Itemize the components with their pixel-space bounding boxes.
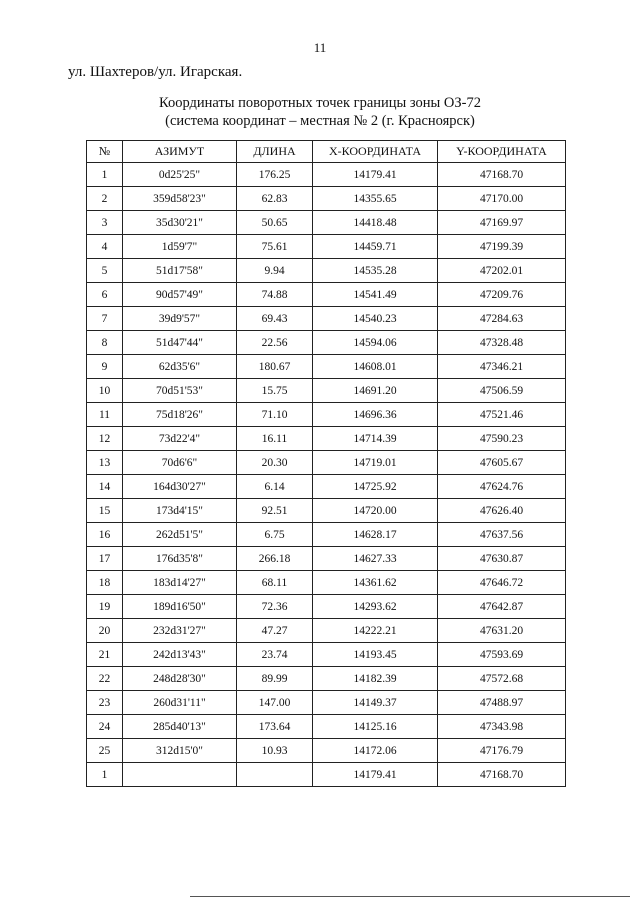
azimuth-cell: 260d31'11": [123, 691, 237, 715]
point-number-cell: 9: [87, 355, 123, 379]
azimuth-cell: 262d51'5": [123, 523, 237, 547]
table-row: [87, 235, 566, 259]
point-number-cell: 3: [87, 211, 123, 235]
point-number-cell: 13: [87, 451, 123, 475]
y-coordinate-cell: 47202.01: [438, 259, 566, 283]
point-number-cell: 1: [87, 163, 123, 187]
length-cell: 147.00: [237, 691, 313, 715]
y-coordinate-cell: 47343.98: [438, 715, 566, 739]
point-number-cell: 23: [87, 691, 123, 715]
table-row: [87, 163, 566, 187]
x-coordinate-cell: 14594.06: [313, 331, 438, 355]
table-row: [87, 595, 566, 619]
length-cell: 22.56: [237, 331, 313, 355]
y-coordinate-cell: 47637.56: [438, 523, 566, 547]
azimuth-cell: 359d58'23": [123, 187, 237, 211]
y-coordinate-cell: 47209.76: [438, 283, 566, 307]
length-cell: 47.27: [237, 619, 313, 643]
street-heading: ул. Шахтеров/ул. Игарская.: [68, 64, 243, 80]
table-row: [87, 691, 566, 715]
azimuth-cell: 73d22'4": [123, 427, 237, 451]
length-cell: 266.18: [237, 547, 313, 571]
x-coordinate-cell: 14720.00: [313, 499, 438, 523]
length-cell: 15.75: [237, 379, 313, 403]
table-row: [87, 427, 566, 451]
point-number-cell: 15: [87, 499, 123, 523]
title-line-2: (система координат – местная № 2 (г. Красноярск): [165, 113, 475, 129]
azimuth-cell: 285d40'13": [123, 715, 237, 739]
x-coordinate-cell: 14193.45: [313, 643, 438, 667]
document-title: [0, 94, 640, 130]
point-number-cell: 6: [87, 283, 123, 307]
header-azimuth: АЗИМУТ: [123, 141, 237, 163]
table-row: [87, 259, 566, 283]
y-coordinate-cell: 47346.21: [438, 355, 566, 379]
length-cell: 89.99: [237, 667, 313, 691]
x-coordinate-cell: 14179.41: [313, 163, 438, 187]
x-coordinate-cell: 14149.37: [313, 691, 438, 715]
page-number: 11: [313, 40, 327, 55]
y-coordinate-cell: 47590.23: [438, 427, 566, 451]
table-row: [87, 451, 566, 475]
x-coordinate-cell: 14628.17: [313, 523, 438, 547]
azimuth-cell: 35d30'21": [123, 211, 237, 235]
y-coordinate-cell: 47630.87: [438, 547, 566, 571]
bottom-rule: [190, 896, 630, 897]
header-number: №: [87, 141, 123, 163]
table-row: [87, 739, 566, 763]
y-coordinate-cell: 47170.00: [438, 187, 566, 211]
y-coordinate-cell: 47631.20: [438, 619, 566, 643]
table-row: [87, 331, 566, 355]
table-row: [87, 307, 566, 331]
length-cell: 92.51: [237, 499, 313, 523]
azimuth-cell: 0d25'25": [123, 163, 237, 187]
point-number-cell: 14: [87, 475, 123, 499]
title-line-1: Координаты поворотных точек границы зоны ОЗ-72: [159, 95, 481, 111]
x-coordinate-cell: 14182.39: [313, 667, 438, 691]
point-number-cell: 2: [87, 187, 123, 211]
x-coordinate-cell: 14627.33: [313, 547, 438, 571]
table-row: [87, 211, 566, 235]
x-coordinate-cell: 14418.48: [313, 211, 438, 235]
x-coordinate-cell: 14459.71: [313, 235, 438, 259]
x-coordinate-cell: 14541.49: [313, 283, 438, 307]
point-number-cell: 17: [87, 547, 123, 571]
y-coordinate-cell: 47284.63: [438, 307, 566, 331]
y-coordinate-cell: 47572.68: [438, 667, 566, 691]
x-coordinate-cell: 14535.28: [313, 259, 438, 283]
table-row: [87, 187, 566, 211]
length-cell: 173.64: [237, 715, 313, 739]
azimuth-cell: 75d18'26": [123, 403, 237, 427]
azimuth-cell: 90d57'49": [123, 283, 237, 307]
table-row: [87, 379, 566, 403]
x-coordinate-cell: 14691.20: [313, 379, 438, 403]
point-number-cell: 7: [87, 307, 123, 331]
length-cell: 180.67: [237, 355, 313, 379]
azimuth-cell: 51d17'58": [123, 259, 237, 283]
y-coordinate-cell: 47199.39: [438, 235, 566, 259]
length-cell: 6.75: [237, 523, 313, 547]
table-row: [87, 619, 566, 643]
azimuth-cell: 70d51'53": [123, 379, 237, 403]
length-cell: 71.10: [237, 403, 313, 427]
length-cell: 20.30: [237, 451, 313, 475]
header-length: ДЛИНА: [237, 141, 313, 163]
y-coordinate-cell: 47328.48: [438, 331, 566, 355]
point-number-cell: 18: [87, 571, 123, 595]
point-number-cell: 20: [87, 619, 123, 643]
length-cell: 9.94: [237, 259, 313, 283]
azimuth-cell: 164d30'27": [123, 475, 237, 499]
point-number-cell: 11: [87, 403, 123, 427]
x-coordinate-cell: 14361.62: [313, 571, 438, 595]
point-number-cell: 4: [87, 235, 123, 259]
x-coordinate-cell: 14179.41: [313, 763, 438, 787]
length-cell: 16.11: [237, 427, 313, 451]
coordinates-table: [86, 140, 566, 787]
point-number-cell: 22: [87, 667, 123, 691]
y-coordinate-cell: 47642.87: [438, 595, 566, 619]
table-row: [87, 475, 566, 499]
x-coordinate-cell: 14355.65: [313, 187, 438, 211]
azimuth-cell: [123, 763, 237, 787]
y-coordinate-cell: 47488.97: [438, 691, 566, 715]
azimuth-cell: 39d9'57": [123, 307, 237, 331]
azimuth-cell: 62d35'6": [123, 355, 237, 379]
y-coordinate-cell: 47624.76: [438, 475, 566, 499]
table-row: [87, 763, 566, 787]
length-cell: [237, 763, 313, 787]
y-coordinate-cell: 47593.69: [438, 643, 566, 667]
azimuth-cell: 189d16'50": [123, 595, 237, 619]
x-coordinate-cell: 14719.01: [313, 451, 438, 475]
point-number-cell: 21: [87, 643, 123, 667]
point-number-cell: 25: [87, 739, 123, 763]
x-coordinate-cell: 14608.01: [313, 355, 438, 379]
length-cell: 10.93: [237, 739, 313, 763]
x-coordinate-cell: 14696.36: [313, 403, 438, 427]
table-row: [87, 283, 566, 307]
azimuth-cell: 232d31'27": [123, 619, 237, 643]
azimuth-cell: 312d15'0": [123, 739, 237, 763]
point-number-cell: 24: [87, 715, 123, 739]
point-number-cell: 5: [87, 259, 123, 283]
azimuth-cell: 176d35'8": [123, 547, 237, 571]
table-row: [87, 403, 566, 427]
azimuth-cell: 242d13'43": [123, 643, 237, 667]
x-coordinate-cell: 14125.16: [313, 715, 438, 739]
table-row: [87, 499, 566, 523]
length-cell: 50.65: [237, 211, 313, 235]
length-cell: 68.11: [237, 571, 313, 595]
y-coordinate-cell: 47646.72: [438, 571, 566, 595]
table-header-row: [87, 141, 566, 163]
azimuth-cell: 51d47'44": [123, 331, 237, 355]
length-cell: 74.88: [237, 283, 313, 307]
length-cell: 62.83: [237, 187, 313, 211]
table-row: [87, 547, 566, 571]
header-y-coordinate: Y-КООРДИНАТА: [438, 141, 566, 163]
y-coordinate-cell: 47605.67: [438, 451, 566, 475]
azimuth-cell: 248d28'30": [123, 667, 237, 691]
y-coordinate-cell: 47176.79: [438, 739, 566, 763]
y-coordinate-cell: 47506.59: [438, 379, 566, 403]
y-coordinate-cell: 47521.46: [438, 403, 566, 427]
table-row: [87, 571, 566, 595]
y-coordinate-cell: 47169.97: [438, 211, 566, 235]
x-coordinate-cell: 14222.21: [313, 619, 438, 643]
x-coordinate-cell: 14172.06: [313, 739, 438, 763]
point-number-cell: 16: [87, 523, 123, 547]
azimuth-cell: 183d14'27": [123, 571, 237, 595]
y-coordinate-cell: 47168.70: [438, 763, 566, 787]
table-row: [87, 667, 566, 691]
point-number-cell: 10: [87, 379, 123, 403]
table-row: [87, 643, 566, 667]
point-number-cell: 8: [87, 331, 123, 355]
length-cell: 6.14: [237, 475, 313, 499]
y-coordinate-cell: 47626.40: [438, 499, 566, 523]
length-cell: 69.43: [237, 307, 313, 331]
table-row: [87, 355, 566, 379]
length-cell: 72.36: [237, 595, 313, 619]
x-coordinate-cell: 14293.62: [313, 595, 438, 619]
azimuth-cell: 1d59'7": [123, 235, 237, 259]
azimuth-cell: 173d4'15": [123, 499, 237, 523]
y-coordinate-cell: 47168.70: [438, 163, 566, 187]
point-number-cell: 19: [87, 595, 123, 619]
table-body: [87, 163, 566, 787]
point-number-cell: 1: [87, 763, 123, 787]
table-row: [87, 715, 566, 739]
length-cell: 176.25: [237, 163, 313, 187]
x-coordinate-cell: 14540.23: [313, 307, 438, 331]
length-cell: 23.74: [237, 643, 313, 667]
header-x-coordinate: Х-КООРДИНАТА: [313, 141, 438, 163]
table-row: [87, 523, 566, 547]
azimuth-cell: 70d6'6": [123, 451, 237, 475]
point-number-cell: 12: [87, 427, 123, 451]
x-coordinate-cell: 14714.39: [313, 427, 438, 451]
length-cell: 75.61: [237, 235, 313, 259]
x-coordinate-cell: 14725.92: [313, 475, 438, 499]
